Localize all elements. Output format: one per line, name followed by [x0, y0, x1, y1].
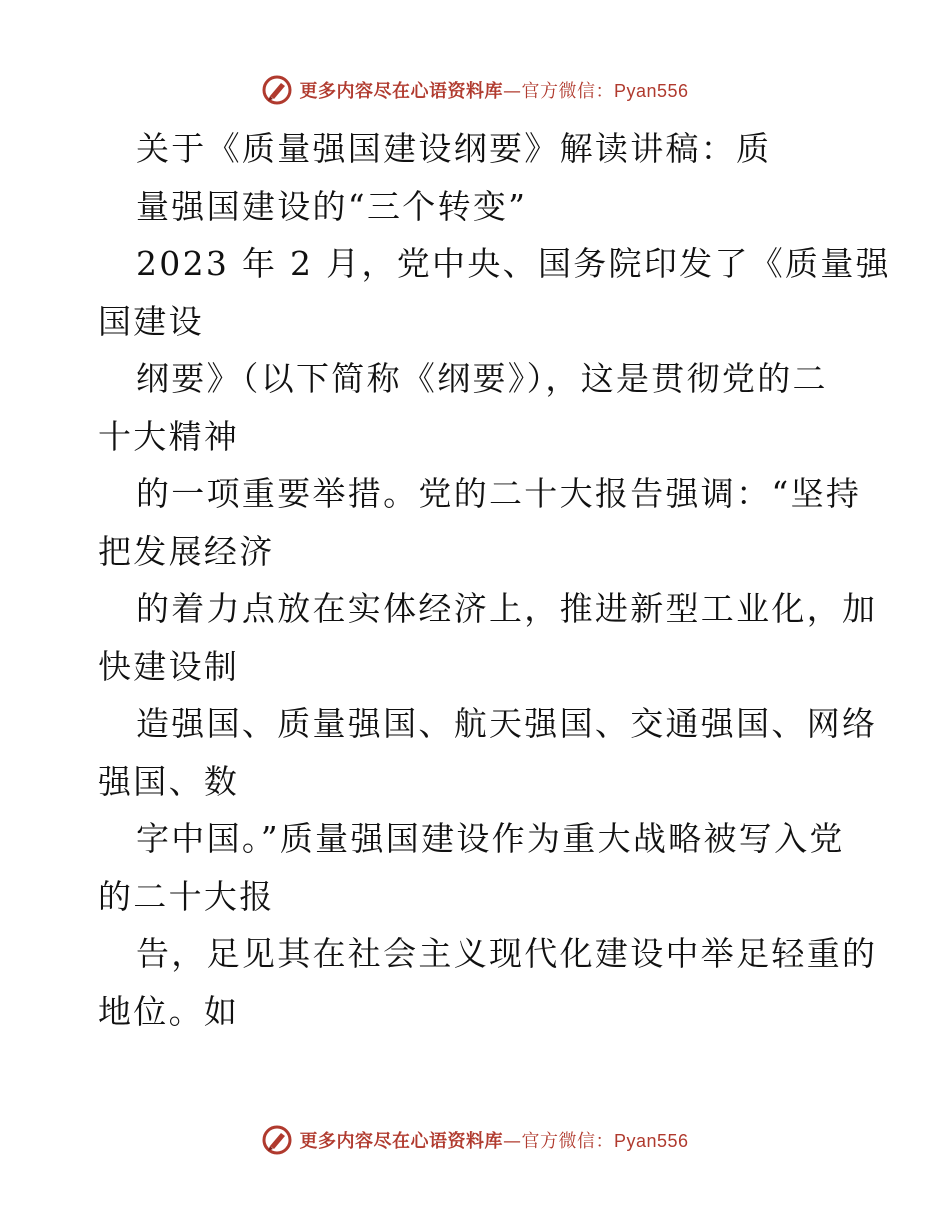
document-body	[98, 120, 891, 1040]
paragraph-line: 的着力点放在实体经济上，推进新型工业化，加	[136, 589, 878, 628]
document-title-line-2: 量强国建设的“三个转变”	[136, 186, 528, 226]
header-watermark-banner	[0, 70, 950, 110]
paragraph-line: 造强国、质量强国、航天强国、交通强国、网络	[136, 704, 878, 743]
paragraph-line: 的一项重要举措。党的二十大报告强调：“坚持	[136, 474, 862, 513]
watermark-text	[299, 1127, 688, 1153]
paragraph-line: 把发展经济	[98, 531, 275, 571]
paragraph-line: 字中国。”质量强国建设作为重大战略被写入党	[136, 819, 845, 858]
footer-watermark-banner	[0, 1120, 950, 1160]
watermark-wechat-id: Pyan556	[613, 81, 689, 101]
paragraph-line: 的二十大报	[98, 876, 275, 916]
pen-seal-icon	[261, 1124, 293, 1156]
paragraph-line: 十大精神	[98, 416, 240, 456]
watermark-wechat-id: Pyan556	[613, 1131, 689, 1151]
watermark-text	[299, 77, 688, 103]
paragraph-line: 国建设	[98, 301, 204, 341]
watermark-main-text: 更多内容尽在心语资料库	[299, 81, 503, 102]
watermark-separator: —	[502, 1131, 522, 1152]
paragraph-line: 2023 年 2 月，党中央、国务院印发了《质量强	[136, 244, 891, 283]
pen-seal-icon	[261, 74, 293, 106]
watermark-wechat-label: 官方微信：	[521, 1131, 614, 1152]
paragraph-line: 地位。如	[98, 991, 240, 1031]
watermark-separator: —	[502, 81, 522, 102]
watermark-main-text: 更多内容尽在心语资料库	[299, 1131, 503, 1152]
paragraph-line: 告，足见其在社会主义现代化建设中举足轻重的	[136, 934, 878, 973]
paragraph-line: 纲要》（以下简称《纲要》），这是贯彻党的二	[136, 359, 828, 398]
document-title-line-1: 关于《质量强国建设纲要》解读讲稿：质	[136, 129, 772, 168]
watermark-wechat-label: 官方微信：	[521, 81, 614, 102]
paragraph-line: 快建设制	[98, 646, 240, 686]
paragraph-line: 强国、数	[98, 761, 240, 801]
